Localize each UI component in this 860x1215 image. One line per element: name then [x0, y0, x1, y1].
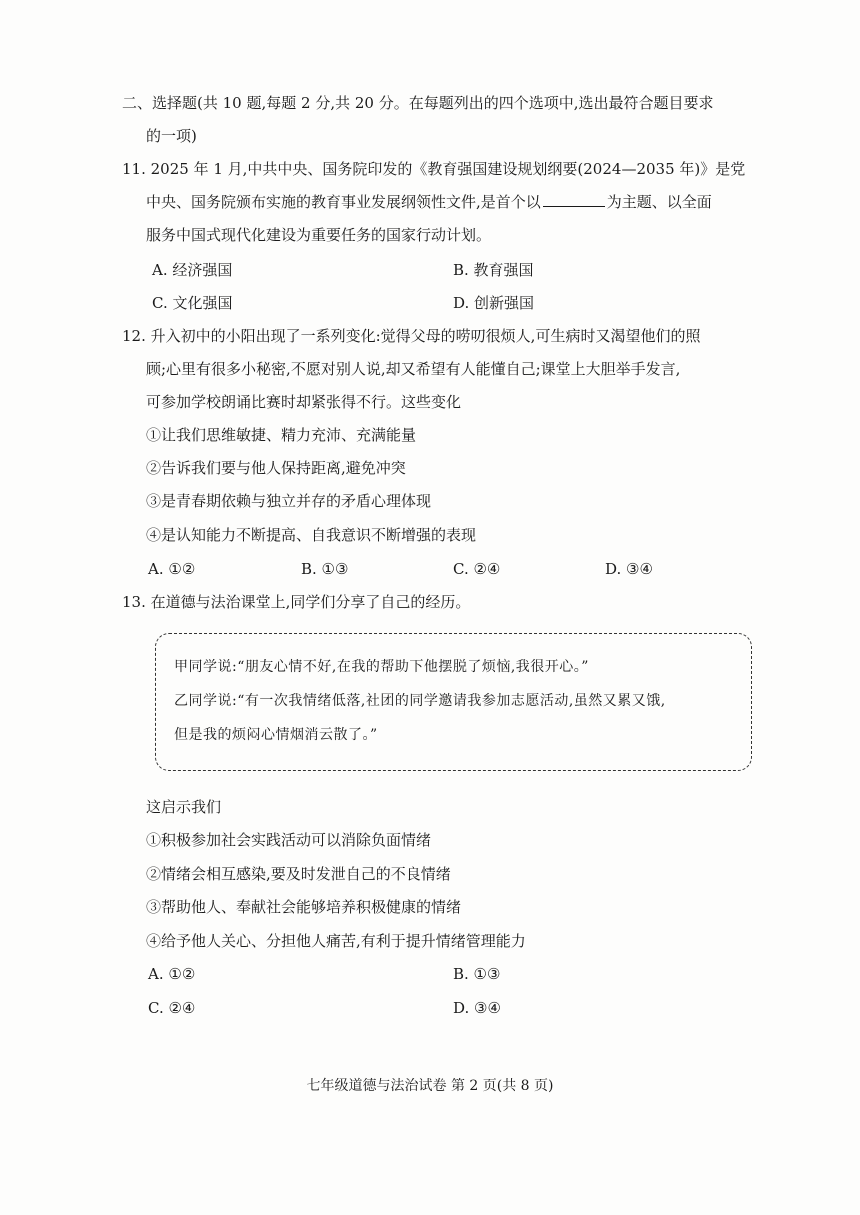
section-heading-line-1: 二、选择题(共 10 题,每题 2 分,共 20 分。在每题列出的四个选项中,选出最符合题目要求: [122, 94, 714, 112]
q13-statement-4: ④给予他人关心、分担他人痛苦,有利于提升情绪管理能力: [146, 932, 526, 950]
q13-option-c[interactable]: C. ②④: [148, 999, 196, 1017]
q12-option-c[interactable]: C. ②④: [453, 560, 501, 578]
q13-prompt: 这启示我们: [146, 798, 222, 816]
q12-option-a[interactable]: A. ①②: [148, 560, 196, 578]
q11-line-3: 服务中国式现代化建设为重要任务的国家行动计划。: [146, 226, 492, 244]
q13-statement-2: ②情绪会相互感染,要及时发泄自己的不良情绪: [146, 865, 451, 883]
fill-in-blank: [543, 192, 605, 207]
q12-option-d[interactable]: D. ③④: [605, 560, 653, 578]
q12-statement-3: ③是青春期依赖与独立并存的矛盾心理体现: [146, 492, 432, 510]
q11-option-c[interactable]: C. 文化强国: [152, 294, 233, 312]
q12-option-b[interactable]: B. ①③: [301, 560, 349, 578]
q12-line-2: 顾;心里有很多小秘密,不愿对别人说,却又希望有人能懂自己;课堂上大胆举手发言,: [146, 360, 681, 378]
q12-statement-2: ②告诉我们要与他人保持距离,避免冲突: [146, 459, 406, 477]
section-heading-line-2: 的一项): [146, 127, 197, 145]
q11-option-d[interactable]: D. 创新强国: [453, 294, 535, 312]
q11-line-2-start: 中央、国务院颁布实施的教育事业发展纲领性文件,是首个以: [146, 193, 541, 211]
q13-option-b[interactable]: B. ①③: [453, 965, 501, 983]
quote-student-yi-line-1: 乙同学说:“有一次我情绪低落,社团的同学邀请我参加志愿活动,虽然又累又饿,: [174, 693, 666, 709]
q13-line-1: 13. 在道德与法治课堂上,同学们分享了自己的经历。: [122, 593, 471, 611]
q13-statement-1: ①积极参加社会实践活动可以消除负面情绪: [146, 831, 432, 849]
q11-line-1: 11. 2025 年 1 月,中共中央、国务院印发的《教育强国建设规划纲要(2024—2035 年)》是党: [122, 160, 746, 178]
q11-option-a[interactable]: A. 经济强国: [152, 261, 233, 279]
q11-line-2-end: 为主题、以全面: [606, 193, 712, 211]
q12-statement-4: ④是认知能力不断提高、自我意识不断增强的表现: [146, 526, 477, 544]
q11-option-b[interactable]: B. 教育强国: [453, 261, 534, 279]
q13-option-d[interactable]: D. ③④: [453, 999, 501, 1017]
quote-student-jia: 甲同学说:“朋友心情不好,在我的帮助下他摆脱了烦恼,我很开心。”: [174, 659, 589, 675]
q13-option-a[interactable]: A. ①②: [148, 965, 196, 983]
q13-statement-3: ③帮助他人、奉献社会能够培养积极健康的情绪: [146, 898, 462, 916]
page-footer: 七年级道德与法治试卷 第 2 页(共 8 页): [306, 1078, 554, 1094]
q12-line-1: 12. 升入初中的小阳出现了一系列变化:觉得父母的唠叨很烦人,可生病时又渴望他们的照: [122, 327, 701, 345]
q12-line-3: 可参加学校朗诵比赛时却紧张得不行。这些变化: [146, 393, 462, 411]
q11-line-2: [146, 191, 712, 213]
q12-statement-1: ①让我们思维敏捷、精力充沛、充满能量: [146, 426, 417, 444]
quote-student-yi-line-2: 但是我的烦闷心情烟消云散了。”: [174, 727, 378, 743]
